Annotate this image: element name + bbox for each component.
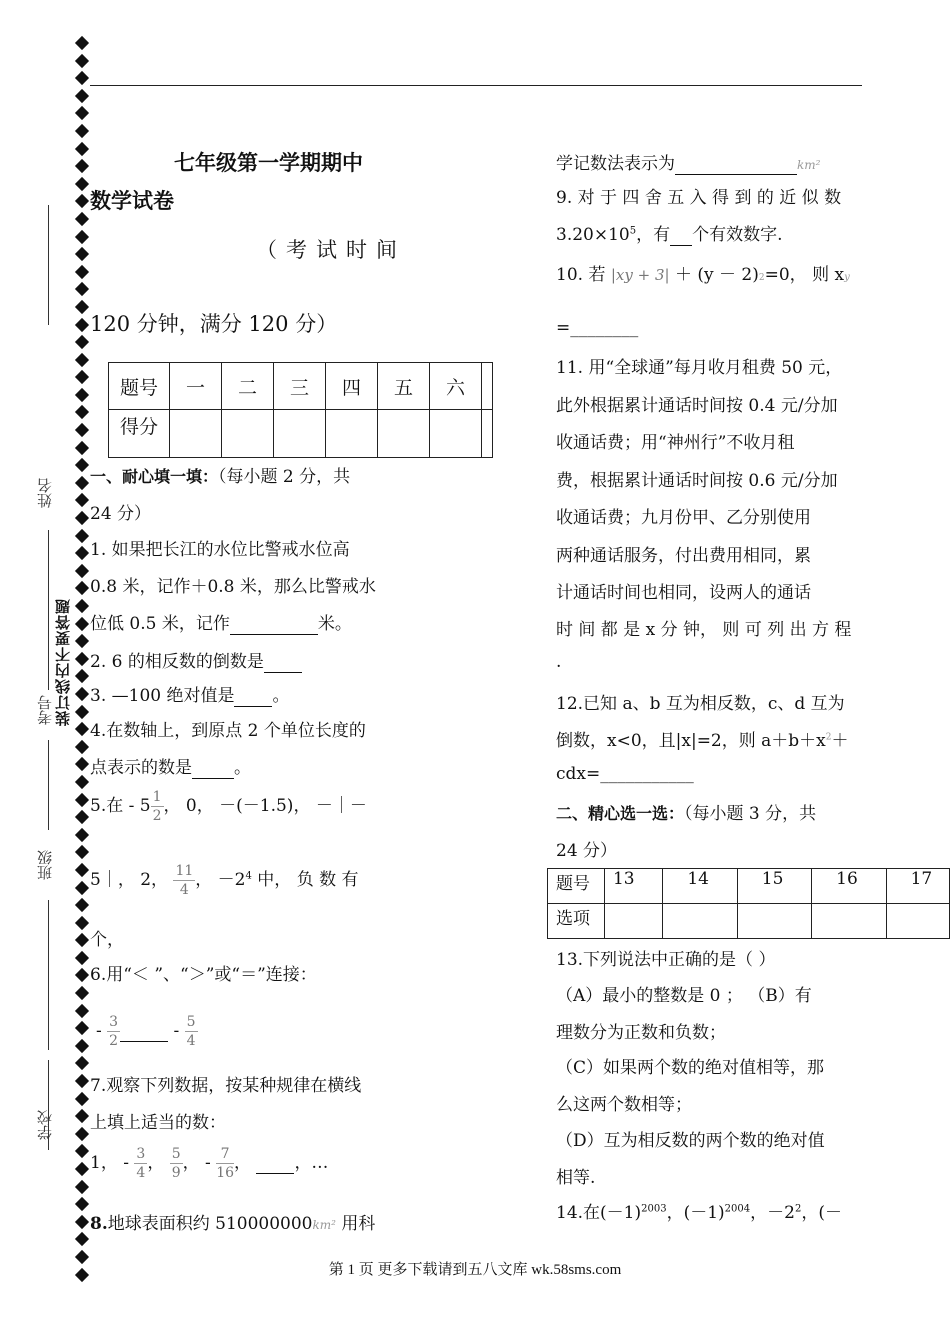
q11-line3: 收通话费；用“神州行”不收月租 (556, 433, 795, 453)
q6-line1: 6.用“＜ ”、“＞”或“＝”连接： (90, 965, 317, 985)
binding-diamond (75, 986, 89, 1000)
binding-diamond (75, 1039, 89, 1053)
fraction: $\frac{11}{4}$ (175, 863, 194, 898)
binding-diamond (75, 423, 89, 437)
binding-diamond (75, 141, 89, 155)
exam-time-line1: （考试时间 (256, 238, 406, 262)
q14-line1: 14.在$(-1)^{2003}$，$(-1)^{2004}$，$-2^2$，(－ (556, 1203, 842, 1223)
selection-table (547, 868, 950, 939)
fraction: $\frac{3}{4}$ (136, 1146, 146, 1181)
exam-number-label: 考号 (36, 695, 54, 725)
q8-line1: 8.地球表面积约 510000000km² 用科 (90, 1214, 376, 1234)
answer-blank[interactable] (670, 225, 692, 246)
q7-line1: 7.观察下列数据，按某种规律在横线 (90, 1076, 362, 1096)
score-table-col: 四 (326, 363, 378, 410)
binding-diamond (75, 810, 89, 824)
binding-diamond (75, 652, 89, 666)
fraction: $\frac{5}{9}$ (171, 1146, 181, 1181)
q1-line3: 位低 0.5 米，记作 米。 (90, 614, 352, 634)
binding-diamond (75, 581, 89, 595)
score-table-cell (482, 410, 493, 458)
binding-diamond (75, 370, 89, 384)
q13-option-c-cont: 么这两个数相等； (556, 1095, 692, 1115)
header-rule (90, 85, 862, 86)
answer-blank[interactable] (675, 154, 797, 175)
binding-diamond (75, 36, 89, 50)
name-label: 姓名 (36, 478, 54, 508)
q5-line2: 5｜， 2， $\frac{11}{4}$ ， $-2^4$ 中， 负 数 有 (90, 863, 359, 898)
q1-line2: 0.8 米，记作＋0.8 米，那么比警戒水 (90, 577, 376, 597)
binding-diamond (75, 669, 89, 683)
q11-line1: 11. 用“全球通”每月收月租费 50 元， (556, 358, 843, 378)
binding-diamond (75, 687, 89, 701)
q1-line1: 1. 如果把长江的水位比警戒水位高 (90, 540, 350, 560)
score-table (108, 362, 493, 458)
binding-diamond (75, 1092, 89, 1106)
binding-line (48, 900, 49, 1050)
fraction: $\frac{7}{16}$ (216, 1146, 235, 1181)
exam-time-line2: 120 分钟，满分 120 分） (90, 312, 338, 336)
binding-diamond (75, 493, 89, 507)
binding-diamond (75, 916, 89, 930)
binding-line (48, 205, 49, 325)
selection-table-row-label: 选项 (548, 904, 605, 939)
section1-note: 24 分） (90, 504, 152, 524)
binding-diamond (75, 124, 89, 138)
title-line1: 七年级第一学期期中 (174, 151, 363, 175)
q11-line6: 两种通话服务，付出费用相同，累 (556, 546, 811, 566)
binding-diamond (75, 775, 89, 789)
binding-diamond (75, 405, 89, 419)
q5-line1: 5.在 - 5 $\frac{1}{2}$ ， 0， －(－1.5)， －｜－ (90, 789, 367, 824)
binding-diamond (75, 194, 89, 208)
score-table-col: 二 (222, 363, 274, 410)
binding-diamond (75, 71, 89, 85)
score-table-col: 一 (170, 363, 222, 410)
selection-table-col: 13 (604, 869, 662, 904)
binding-diamond (75, 564, 89, 578)
q8-line2: 学记数法表示为 km² (556, 154, 821, 174)
binding-diamond (75, 1004, 89, 1018)
selection-table-col: 14 (663, 869, 737, 904)
answer-cell[interactable] (737, 904, 811, 939)
q2: 2. 6 的相反数的倒数是 (90, 647, 302, 673)
binding-diamond (75, 1215, 89, 1229)
binding-line (48, 740, 49, 830)
binding-diamond (75, 89, 89, 103)
binding-diamond (75, 247, 89, 261)
answer-cell[interactable] (663, 904, 737, 939)
binding-diamond (75, 1109, 89, 1123)
binding-diamond (75, 546, 89, 560)
binding-diamond (75, 106, 89, 120)
q13-option-c: （C）如果两个数的绝对值相等，那 (556, 1058, 825, 1078)
seal-notice: 装订线内不要答题 (54, 598, 72, 726)
q4-line1: 4.在数轴上，到原点 2 个单位长度的 (90, 721, 366, 741)
binding-diamond (75, 1197, 89, 1211)
binding-diamond (75, 951, 89, 965)
binding-diamond (75, 1021, 89, 1035)
q11-line8: 时 间 都 是 x 分 钟， 则 可 列 出 方 程 (556, 620, 852, 640)
binding-diamond (75, 441, 89, 455)
binding-diamond (75, 317, 89, 331)
section1-heading: 一、耐心填一填：（每小题 2 分，共 (90, 467, 351, 487)
binding-diamond (75, 968, 89, 982)
binding-diamond (75, 458, 89, 472)
binding-diamond (75, 265, 89, 279)
binding-diamond (75, 898, 89, 912)
binding-diamond (75, 1162, 89, 1176)
binding-diamond (75, 300, 89, 314)
answer-blank[interactable] (120, 1021, 168, 1042)
section2-heading: 二、精心选一选：（每小题 3 分，共 (556, 804, 817, 824)
binding-diamond (75, 880, 89, 894)
fraction: $\frac{3}{2}$ (109, 1014, 119, 1049)
binding-diamond (75, 634, 89, 648)
q11-line4: 费，根据累计通话时间按 0.6 元/分加 (556, 471, 838, 491)
school-label: 学校 (36, 1110, 54, 1140)
binding-diamond (75, 1074, 89, 1088)
binding-diamond (75, 757, 89, 771)
score-cell[interactable] (430, 410, 482, 458)
binding-diamond (75, 54, 89, 68)
binding-diamond (75, 159, 89, 173)
score-table-col: 五 (378, 363, 430, 410)
answer-blank[interactable] (192, 758, 234, 779)
score-table-col: 六 (430, 363, 482, 410)
q13-option-b-cont: 理数分为正数和负数； (556, 1023, 726, 1043)
section2-note: 24 分） (556, 841, 618, 861)
selection-table-col: 17 (886, 869, 949, 904)
binding-diamond (75, 511, 89, 525)
q5-line3: 个， (90, 930, 124, 950)
q13-option-d-cont: 相等. (556, 1168, 596, 1188)
binding-diamond (75, 845, 89, 859)
q12-line1: 12.已知 a、b 互为相反数，c、d 互为 (556, 694, 845, 714)
binding-diamond (75, 282, 89, 296)
binding-line (48, 530, 49, 690)
answer-blank[interactable] (256, 1153, 294, 1174)
score-cell[interactable] (274, 410, 326, 458)
q13-option-d: （D）互为相反数的两个数的绝对值 (556, 1131, 825, 1151)
fraction: $\frac{1}{2}$ (152, 789, 162, 824)
binding-diamond (75, 476, 89, 490)
score-table-col: 三 (274, 363, 326, 410)
q6-line2: - $\frac{3}{2}$ - $\frac{5}{4}$ (96, 1014, 196, 1049)
q11-line7: 计通话时间也相同，设两人的通话 (556, 583, 811, 603)
q7-line2: 上填上适当的数： (90, 1113, 226, 1133)
binding-diamond (75, 212, 89, 226)
q4-line2: 点表示的数是 。 (90, 758, 251, 778)
score-cell[interactable] (222, 410, 274, 458)
answer-blank[interactable] (234, 686, 272, 707)
title-line2: 数学试卷 (90, 189, 174, 213)
binding-diamond (75, 1180, 89, 1194)
q11-line2: 此外根据累计通话时间按 0.4 元/分加 (556, 396, 838, 416)
q12-line2: 倒数，x<0，且|x|=2，则 $a+b+x^2+$ (556, 731, 849, 751)
binding-diamond (75, 353, 89, 367)
binding-diamond (75, 722, 89, 736)
q12-line3: cdx=___________ (556, 764, 694, 784)
q7-line3: 1， - $\frac{3}{4}$ ， $\frac{5}{9}$ ， - $\frac{7}{16}$ ， ，… (90, 1146, 329, 1181)
q10-line1: 10. 若 |xy + 3| ＋ (y － 2)2=0， 则 xy (556, 265, 850, 285)
q11-line5: 收通话费；九月份甲、乙分别使用 (556, 508, 811, 528)
q13-option-a: （A）最小的整数是 0 ； （B）有 (556, 986, 812, 1006)
binding-diamond (75, 1232, 89, 1246)
score-cell[interactable] (378, 410, 430, 458)
answer-blank[interactable] (264, 652, 302, 673)
q13-stem: 13.下列说法中正确的是（ ） (556, 950, 776, 970)
fraction: $\frac{5}{4}$ (186, 1014, 196, 1049)
binding-diamond (75, 177, 89, 191)
binding-diamond (75, 335, 89, 349)
binding-diamond (75, 704, 89, 718)
binding-diamond (75, 828, 89, 842)
selection-table-col: 16 (812, 869, 886, 904)
binding-diamond (75, 529, 89, 543)
q9-line2: $3.20\times 10^5$，有 个有效数字. (556, 225, 783, 245)
score-table-header-label: 题号 (109, 363, 170, 410)
binding-diamond (75, 388, 89, 402)
binding-diamond (75, 229, 89, 243)
q9-line1: 9. 对 于 四 舍 五 入 得 到 的 近 似 数 (556, 188, 842, 208)
binding-diamond (75, 740, 89, 754)
binding-diamond (75, 933, 89, 947)
q10-line2: =________ (556, 318, 639, 338)
binding-diamond (75, 1144, 89, 1158)
answer-blank[interactable] (230, 614, 318, 635)
binding-diamond (75, 599, 89, 613)
q11-line9: . (556, 652, 562, 672)
binding-diamond (75, 1056, 89, 1070)
score-cell[interactable] (170, 410, 222, 458)
score-table-score-label: 得分 (109, 410, 170, 458)
page-footer: 第 1 页 更多下载请到五八文库 wk.58sms.com (328, 1262, 622, 1278)
binding-diamond (75, 792, 89, 806)
score-table-cell (482, 363, 493, 410)
class-label: 班级 (36, 850, 54, 880)
answer-cell[interactable] (886, 904, 949, 939)
score-cell[interactable] (326, 410, 378, 458)
binding-diamond (75, 1127, 89, 1141)
selection-table-header-label: 题号 (548, 869, 605, 904)
selection-table-col: 15 (737, 869, 811, 904)
answer-cell[interactable] (604, 904, 662, 939)
q3: 3. —100 绝对值是 。 (90, 686, 290, 706)
binding-diamond (75, 617, 89, 631)
answer-cell[interactable] (812, 904, 886, 939)
binding-diamond (75, 863, 89, 877)
